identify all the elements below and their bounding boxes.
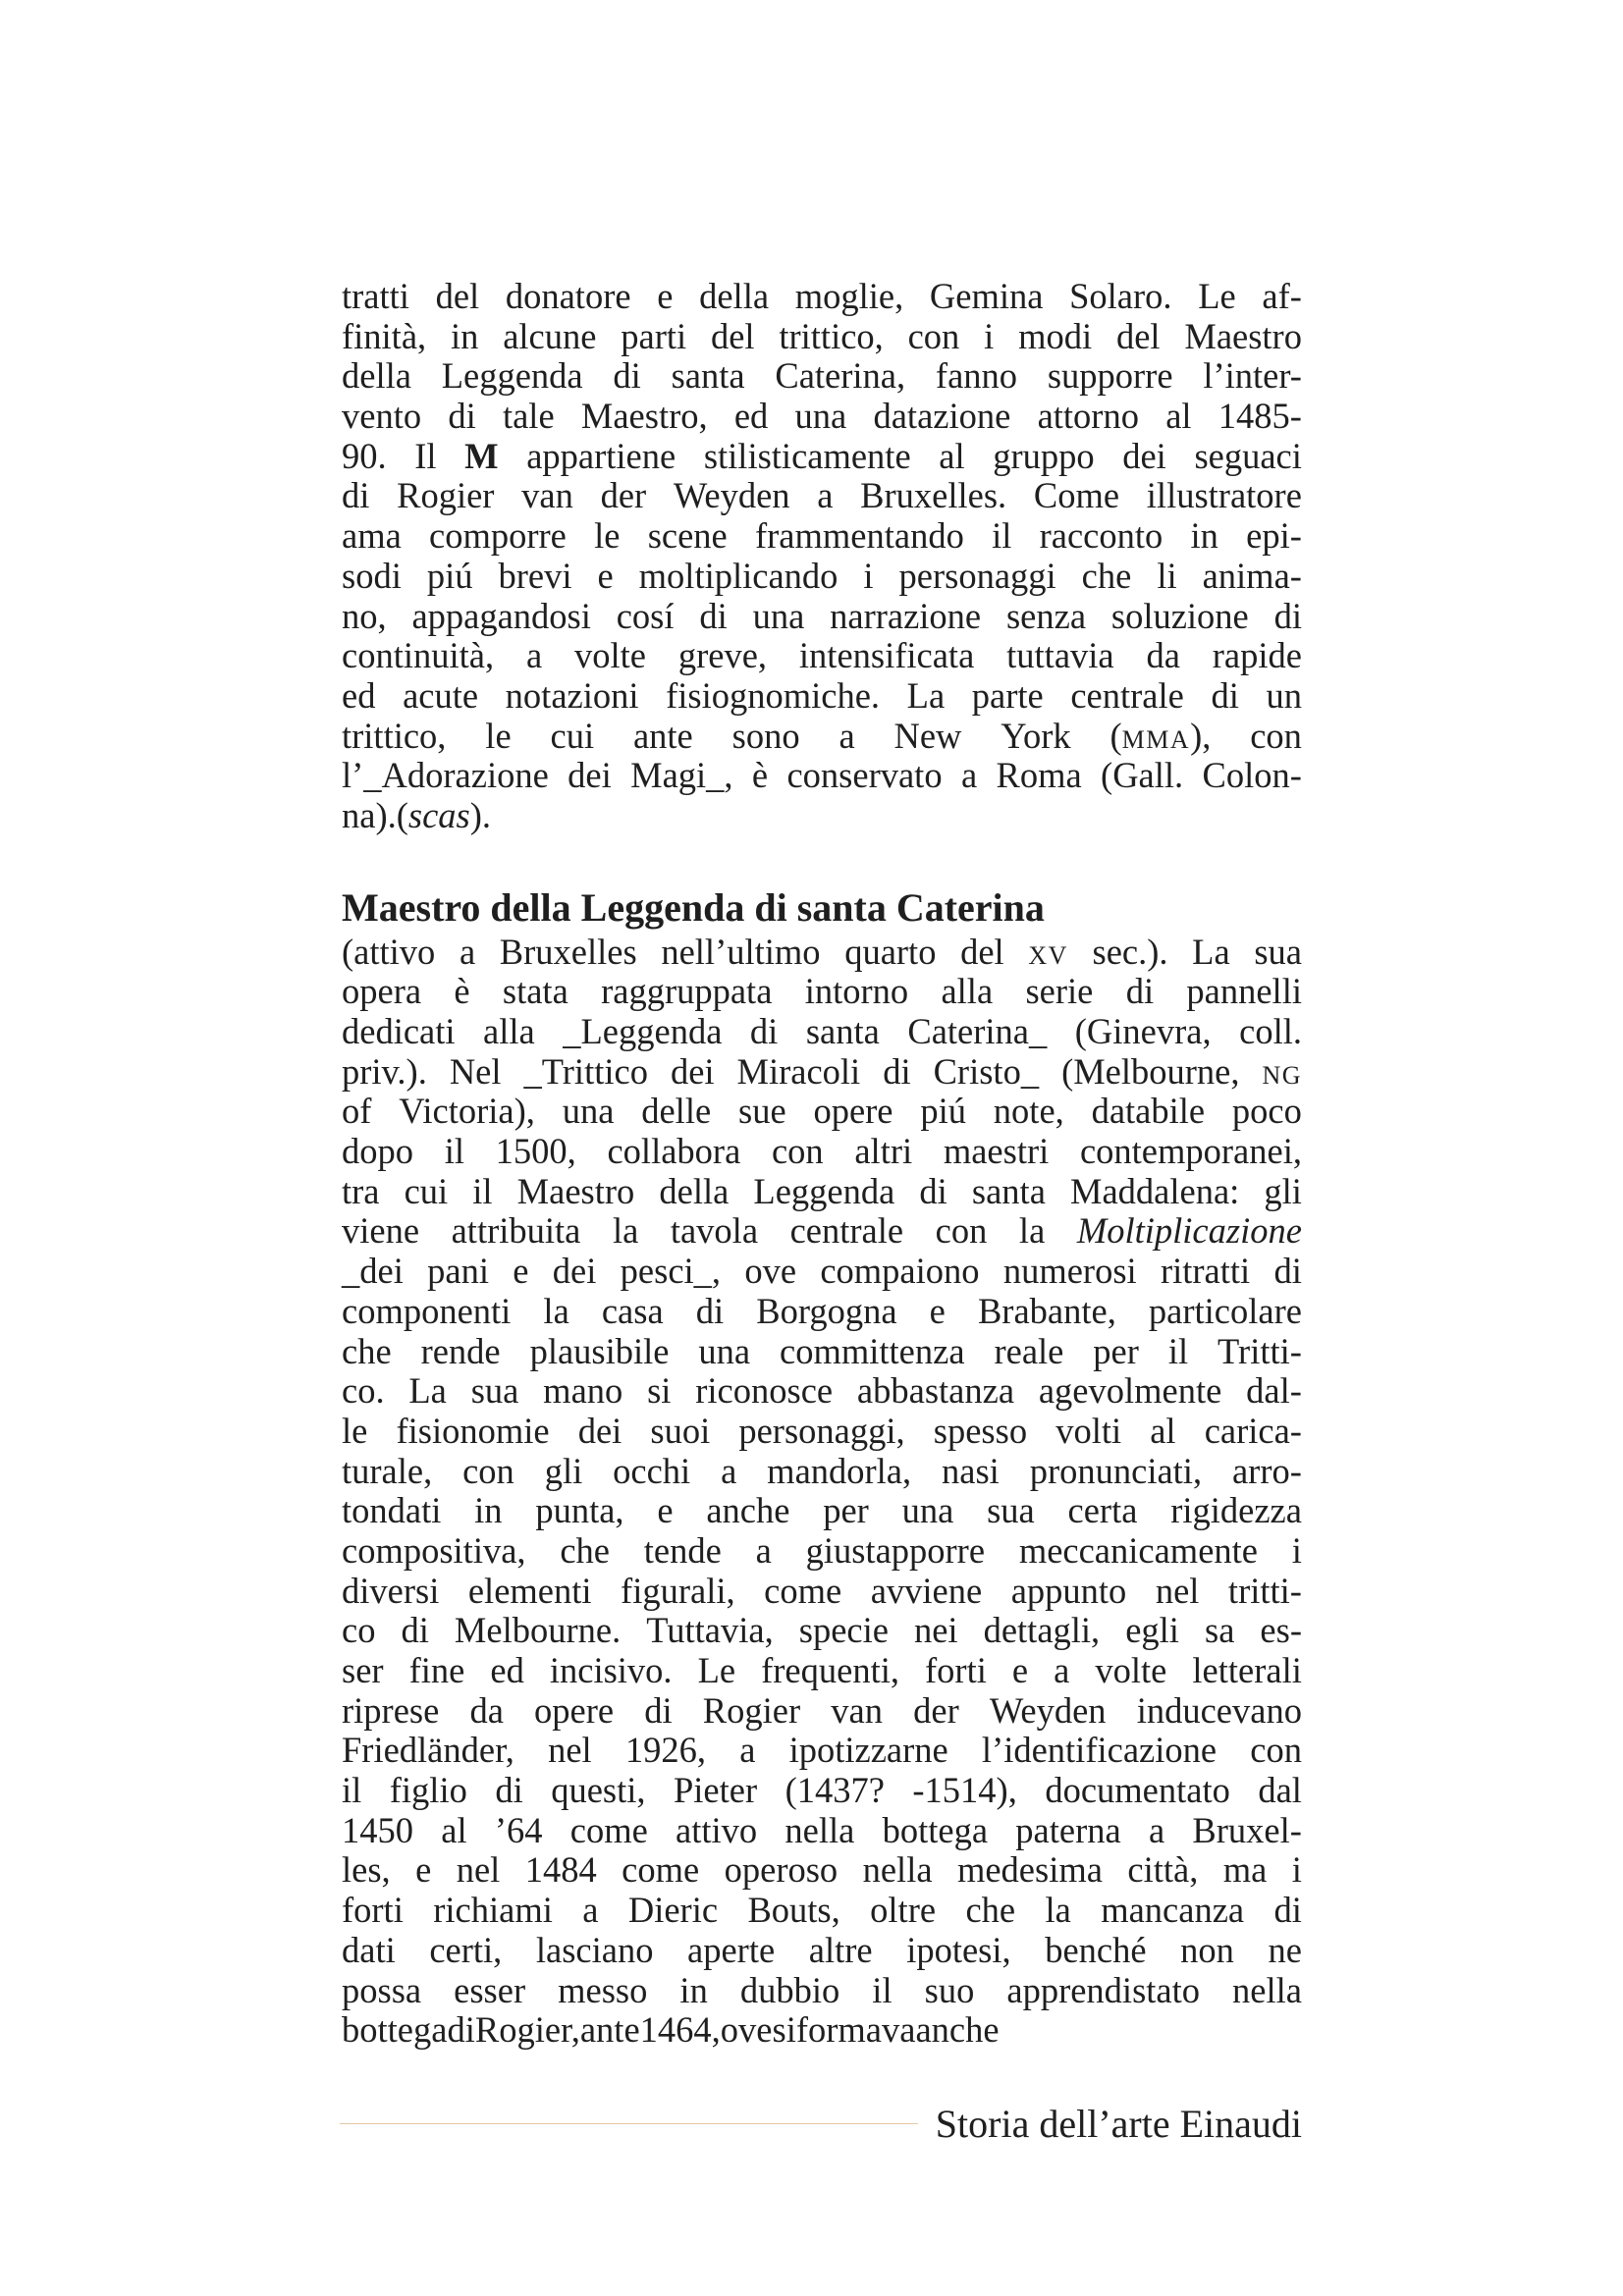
page-footer	[340, 2099, 1302, 2148]
text-line: della Leggenda di santa Caterina, fanno supporre l’inter-	[342, 355, 1302, 397]
text-line: 90. Il M appartiene stilisticamente al gruppo dei seguaci	[342, 435, 1302, 476]
text-line: ed acute notazioni fisiognomiche. La parte centrale di un	[342, 674, 1302, 716]
text-line: compositiva, che tende a giustapporre meccanicamente i	[342, 1529, 1302, 1571]
text-line: 1450 al ’64 come attivo nella bottega paterna a Bruxel-	[342, 1809, 1302, 1850]
text-line: bottega di Rogier, ante 1464, ove si formava anche	[342, 2009, 1000, 2051]
text-line: dedicati alla _Leggenda di santa Caterina_ (Ginevra, coll.	[342, 1011, 1302, 1051]
text-line: opera è stata raggruppata intorno alla serie di pannelli	[342, 971, 1302, 1012]
text-line: _dei pani e dei pesci_, ove compaiono numerosi ritratti di	[342, 1251, 1302, 1292]
text-line: finità, in alcune parti del trittico, con i modi del Maestro	[342, 315, 1302, 356]
text-line: l’_Adorazione dei Magi_, è conservato a Roma (Gall. Colon-	[342, 755, 1302, 796]
footer-title: Storia dell’arte Einaudi	[935, 2101, 1302, 2146]
text-line: viene attribuita la tavola centrale con la Moltiplicazione	[342, 1210, 1302, 1252]
text-line: dati certi, lasciano aperte altre ipotesi, benché non ne	[342, 1929, 1302, 1970]
page-body	[342, 277, 1302, 2051]
text-line: tratti del donatore e della moglie, Gemina Solaro. Le af-	[342, 276, 1302, 316]
text-line: na). (scas).	[342, 794, 492, 835]
text-line: il figlio di questi, Pieter (1437? -1514), documentato dal	[342, 1770, 1302, 1811]
entry-body	[342, 933, 1302, 2051]
text-line: le fisionomie dei suoi personaggi, spesso volti al carica-	[342, 1410, 1302, 1451]
text-line: dopo il 1500, collabora con altri maestri contemporanei,	[342, 1131, 1302, 1172]
text-line: ser fine ed incisivo. Le frequenti, forti e a volte letterali	[342, 1650, 1302, 1690]
text-line: componenti la casa di Borgogna e Brabante, particolare	[342, 1290, 1302, 1331]
text-line: Friedländer, nel 1926, a ipotizzarne l’identificazione con	[342, 1730, 1302, 1771]
text-line: co. La sua mano si riconosce abbastanza agevolmente dal-	[342, 1370, 1302, 1412]
text-line: che rende plausibile una committenza reale per il Tritti-	[342, 1330, 1302, 1371]
entry-title: Maestro della Leggenda di santa Caterina	[342, 884, 1045, 930]
entry-continuation	[342, 277, 1302, 836]
text-line: trittico, le cui ante sono a New York (mma), con	[342, 715, 1302, 756]
text-line: tra cui il Maestro della Leggenda di santa Maddalena: gli	[342, 1170, 1302, 1211]
text-line: no, appagandosi cosí di una narrazione senza soluzione di	[342, 595, 1302, 636]
text-line: tondati in punta, e anche per una sua certa rigidezza	[342, 1490, 1302, 1531]
text-line: turale, con gli occhi a mandorla, nasi pronunciati, arro-	[342, 1450, 1302, 1491]
text-line: ama comporre le scene frammentando il racconto in epi-	[342, 515, 1302, 557]
text-line: possa esser messo in dubbio il suo apprendistato nella	[342, 1969, 1302, 2010]
text-line: priv.). Nel _Trittico dei Miracoli di Cristo_ (Melbourne, ng	[342, 1050, 1302, 1092]
footer-rule	[340, 2123, 918, 2124]
text-line: riprese da opere di Rogier van der Weyden inducevano	[342, 1689, 1302, 1731]
text-line: vento di tale Maestro, ed una datazione attorno al 1485-	[342, 396, 1302, 437]
text-line: forti richiami a Dieric Bouts, oltre che la mancanza di	[342, 1890, 1302, 1931]
text-line: diversi elementi figurali, come avviene appunto nel tritti-	[342, 1570, 1302, 1611]
text-line: of Victoria), una delle sue opere piú note, databile poco	[342, 1091, 1302, 1132]
text-line: les, e nel 1484 come operoso nella medesima città, ma i	[342, 1849, 1302, 1891]
text-line: (attivo a Bruxelles nell’ultimo quarto del xv sec.). La sua	[342, 931, 1302, 972]
text-line: co di Melbourne. Tuttavia, specie nei dettagli, egli sa es-	[342, 1610, 1302, 1651]
text-line: di Rogier van der Weyden a Bruxelles. Come illustratore	[342, 475, 1302, 516]
text-line: continuità, a volte greve, intensificata tuttavia da rapide	[342, 635, 1302, 676]
entry-separator	[342, 836, 1302, 886]
text-line: sodi piú brevi e moltiplicando i personaggi che li anima-	[342, 555, 1302, 596]
